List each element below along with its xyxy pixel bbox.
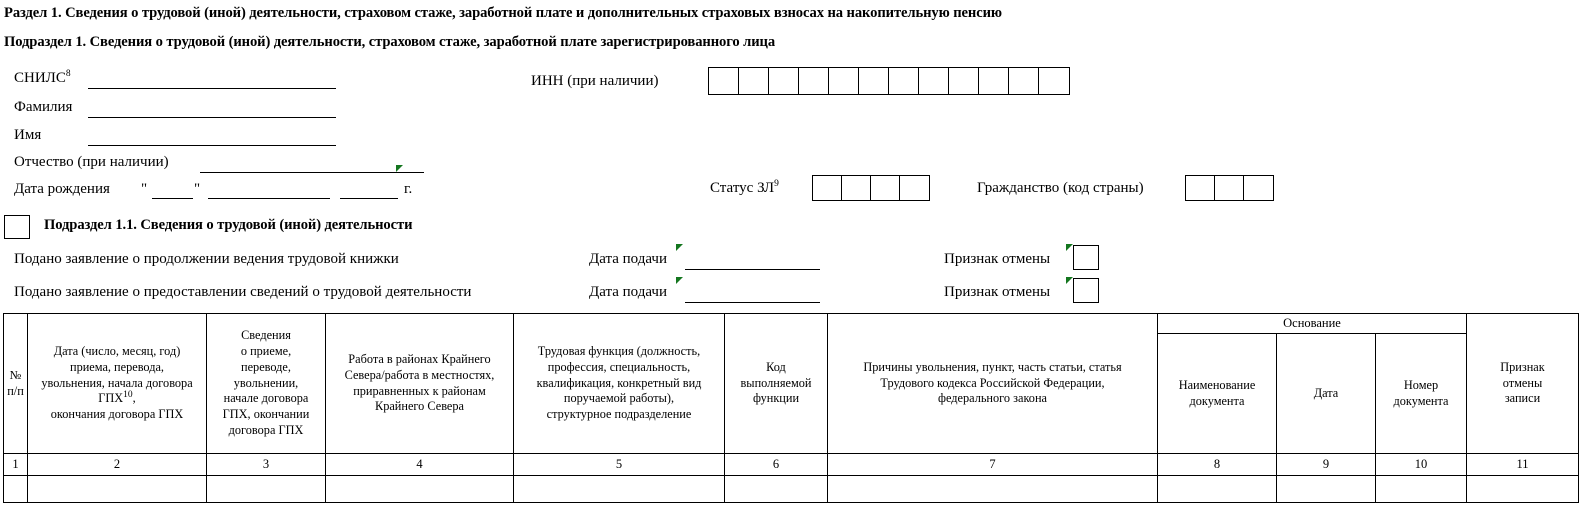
table-cell-col-7[interactable] — [828, 476, 1158, 503]
patronymic-label: Отчество (при наличии) — [14, 154, 169, 170]
statement-date-input-1[interactable] — [685, 269, 820, 270]
citizenship-input[interactable] — [1185, 175, 1274, 201]
header-footnote: 10 — [123, 390, 133, 401]
cell-8[interactable] — [919, 68, 949, 94]
cell-6[interactable] — [859, 68, 889, 94]
table-cell-col-6[interactable] — [725, 476, 828, 503]
header-line: Трудовая функция (должность, — [537, 343, 701, 358]
year-suffix-label: г. — [404, 181, 413, 197]
subsection-1-1-checkbox[interactable] — [4, 215, 30, 239]
th-col-2 — [28, 314, 207, 454]
column-number-5: 5 — [514, 454, 725, 476]
table-cell-col-2[interactable] — [28, 476, 207, 503]
column-number-11: 11 — [1467, 454, 1579, 476]
birth-day-input[interactable] — [152, 198, 193, 199]
header-line: Номер — [1403, 377, 1439, 392]
header-line: переводе, — [241, 359, 291, 374]
patronymic-input[interactable] — [200, 172, 424, 173]
cell-2[interactable] — [739, 68, 769, 94]
table-cell-col-8[interactable] — [1158, 476, 1277, 503]
lastname-label: Фамилия — [14, 99, 73, 115]
firstname-label: Имя — [14, 127, 42, 143]
inn-input[interactable] — [708, 67, 1070, 95]
header-line: Причины увольнения, пункт, часть статьи, статья — [863, 359, 1122, 374]
table-header-group-row — [4, 314, 1579, 334]
table-cell-col-1[interactable] — [4, 476, 28, 503]
th-col-11 — [1467, 314, 1579, 454]
snils-label: СНИЛС$^8$ — [14, 69, 71, 86]
column-number-7: 7 — [828, 454, 1158, 476]
column-number-9: 9 — [1277, 454, 1376, 476]
header-line: окончания договора ГПХ — [50, 407, 184, 422]
cell-5[interactable] — [829, 68, 859, 94]
header-line: № — [9, 367, 22, 382]
statement-cancel-label-1: Признак отмены — [944, 251, 1051, 267]
column-number-2: 2 — [28, 454, 207, 476]
citizenship-label: Гражданство (код страны) — [977, 180, 1144, 196]
inn-label: ИНН (при наличии) — [531, 73, 659, 89]
header-line: функции — [752, 391, 800, 406]
table-number-row — [4, 454, 1579, 476]
statement-cancel-marker-2 — [1066, 277, 1073, 284]
cell-1[interactable] — [1186, 176, 1215, 200]
header-line: выполняемой — [740, 375, 812, 390]
statement-cancel-marker-1 — [1066, 244, 1073, 251]
section-title: Раздел 1. Сведения о трудовой (иной) деятельности, страховом стаже, заработной плате и дополнительных страховых взносах на накопительную пенсию — [4, 5, 1002, 21]
header-line: документа — [1393, 393, 1449, 408]
birthdate-quote-close: " — [194, 181, 201, 197]
header-line: договора ГПХ — [228, 423, 304, 438]
header-line: Код — [766, 359, 786, 374]
subsection-1-1-title: Подраздел 1.1. Сведения о трудовой (иной) деятельности — [44, 217, 413, 233]
status-label: Статус $ЗЛ^9$ — [710, 179, 779, 196]
header-line: увольнения, начала договора — [41, 375, 193, 390]
birth-year-input[interactable] — [340, 198, 398, 199]
cell-3[interactable] — [1244, 176, 1273, 200]
header-line: п/п — [7, 383, 24, 398]
th-group-osnovanie: Основание — [1158, 314, 1467, 334]
subsection-title: Подраздел 1. Сведения о трудовой (иной) деятельности, страховом стаже, заработной плате зарегистрированного лица — [4, 34, 776, 50]
header-line: Крайнего Севера — [375, 399, 464, 414]
header-line: начале договора — [223, 391, 309, 406]
header-line: Работа в районах Крайнего — [348, 351, 491, 366]
cell-1[interactable] — [709, 68, 739, 94]
th-col-3 — [207, 314, 326, 454]
th-col-7 — [828, 314, 1158, 454]
column-number-4: 4 — [326, 454, 514, 476]
header-line: записи — [1504, 391, 1541, 406]
statement-date-label-2: Дата подачи — [589, 284, 668, 300]
activity-table — [3, 313, 1579, 503]
statement-date-label-1: Дата подачи — [589, 251, 668, 267]
cell-4[interactable] — [799, 68, 829, 94]
cell-7[interactable] — [889, 68, 919, 94]
cell-1[interactable] — [813, 176, 842, 200]
table-cell-col-3[interactable] — [207, 476, 326, 503]
statement-text-2: Подано заявление о предоставлении сведений о трудовой деятельности — [14, 284, 472, 300]
status-footnote: 9 — [774, 179, 779, 189]
header-line: поручаемой работы), — [563, 391, 675, 406]
birthdate-label: Дата рождения — [14, 181, 110, 197]
header-line: профессия, специальность, — [547, 359, 691, 374]
snils-footnote: 8 — [65, 69, 71, 79]
birthdate-quote-open: " — [141, 181, 148, 197]
table-cell-col-4[interactable] — [326, 476, 514, 503]
statement-date-input-2[interactable] — [685, 302, 820, 303]
statement-cancel-label-2: Признак отмены — [944, 284, 1051, 300]
th-col-1 — [4, 314, 28, 454]
header-line: Сведения — [241, 327, 291, 342]
cell-9[interactable] — [949, 68, 979, 94]
column-number-1: 1 — [4, 454, 28, 476]
header-line: отмены — [1502, 375, 1543, 390]
header-line: приема, перевода, — [69, 359, 165, 374]
table-cell-col-10[interactable] — [1376, 476, 1467, 503]
cell-12[interactable] — [1039, 68, 1069, 94]
th-col-8 — [1158, 334, 1277, 454]
header-line: структурное подразделение — [546, 407, 692, 422]
cell-10[interactable] — [979, 68, 1009, 94]
column-number-8: 8 — [1158, 454, 1277, 476]
column-number-6: 6 — [725, 454, 828, 476]
header-line: Признак — [1500, 359, 1545, 374]
cell-3[interactable] — [871, 176, 900, 200]
table-row — [4, 476, 1579, 503]
birth-month-input[interactable] — [208, 198, 330, 199]
th-col-4 — [326, 314, 514, 454]
header-line: о приеме, — [240, 343, 292, 358]
header-line: ГПХ, окончании — [222, 407, 310, 422]
statement-date-marker-1 — [676, 244, 683, 251]
statement-cancel-checkbox-1[interactable] — [1073, 245, 1099, 270]
header-line: Наименование — [1178, 377, 1256, 392]
th-col-6 — [725, 314, 828, 454]
table-cell-col-9[interactable] — [1277, 476, 1376, 503]
header-line: документа — [1189, 393, 1245, 408]
patronymic-field-marker — [396, 165, 403, 172]
cell-11[interactable] — [1009, 68, 1039, 94]
table-cell-col-5[interactable] — [514, 476, 725, 503]
cell-2[interactable] — [842, 176, 871, 200]
snils-input[interactable] — [88, 88, 336, 89]
column-number-3: 3 — [207, 454, 326, 476]
header-line: Дата — [1313, 385, 1339, 400]
header-line: Севера/работа в местностях, — [344, 367, 495, 382]
cell-2[interactable] — [1215, 176, 1244, 200]
statement-text-1: Подано заявление о продолжении ведения трудовой книжки — [14, 251, 399, 267]
header-line: Дата (число, месяц, год) — [53, 343, 181, 358]
header-line: увольнении, — [233, 375, 299, 390]
header-line: Трудового кодекса Российской Федерации, — [880, 375, 1105, 390]
table-cell-col-11[interactable] — [1467, 476, 1579, 503]
firstname-input[interactable] — [88, 145, 336, 146]
header-line: ГПХ$^{10}$, — [98, 390, 136, 406]
th-col-9 — [1277, 334, 1376, 454]
header-line: приравненных к районам — [353, 383, 486, 398]
cell-4[interactable] — [900, 176, 929, 200]
header-line: федерального закона — [938, 391, 1047, 406]
th-col-5 — [514, 314, 725, 454]
status-input[interactable] — [812, 175, 930, 201]
header-line: квалификация, конкретный вид — [536, 375, 702, 390]
lastname-input[interactable] — [88, 117, 336, 118]
cell-3[interactable] — [769, 68, 799, 94]
th-col-10 — [1376, 334, 1467, 454]
column-number-10: 10 — [1376, 454, 1467, 476]
statement-date-marker-2 — [676, 277, 683, 284]
statement-cancel-checkbox-2[interactable] — [1073, 278, 1099, 303]
